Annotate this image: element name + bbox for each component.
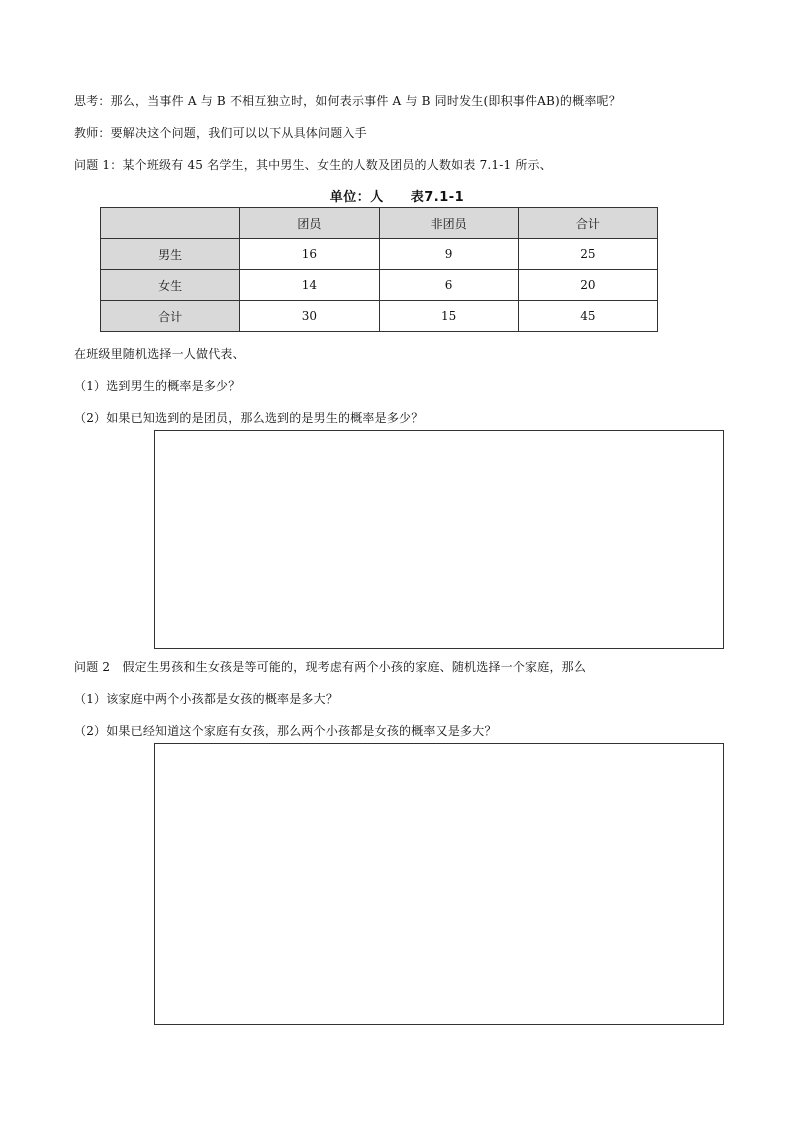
- problem1-lead: 在班级里随机选择一人做代表、: [74, 347, 245, 361]
- table-row-label: 合计: [101, 301, 240, 332]
- table-cell: 25: [518, 239, 657, 270]
- table-row: [101, 301, 658, 332]
- table-cell: 30: [240, 301, 379, 332]
- table-header-cell: 非团员: [379, 208, 518, 239]
- table-header-cell: 团员: [240, 208, 379, 239]
- table-cell: 16: [240, 239, 379, 270]
- problem2-question-1: （1）该家庭中两个小孩都是女孩的概率是多大？: [74, 692, 339, 706]
- think-paragraph: 思考：那么，当事件 A 与 B 不相互独立时，如何表示事件 A 与 B 同时发生(即积事件AB)的概率呢？: [74, 94, 621, 108]
- problem1-statement: 问题 1：某个班级有 45 名学生，其中男生、女生的人数及团员的人数如表 7.1-1 所示、: [74, 158, 552, 172]
- problem1-question-2: （2）如果已知选到的是团员，那么选到的是男生的概率是多少？: [74, 411, 424, 425]
- table-cell: 9: [379, 239, 518, 270]
- table-cell: 15: [379, 301, 518, 332]
- problem2-question-2: （2）如果已经知道这个家庭有女孩，那么两个小孩都是女孩的概率又是多大？: [74, 724, 497, 738]
- problem1-question-1: （1）选到男生的概率是多少？: [74, 379, 241, 393]
- teacher-paragraph: 教师：要解决这个问题，我们可以以下从具体问题入手: [74, 126, 367, 140]
- table-caption: 单位：人 表7.1-1: [329, 190, 465, 205]
- table-row-label: 女生: [101, 270, 240, 301]
- table-cell: 20: [518, 270, 657, 301]
- answer-box-problem1[interactable]: [154, 430, 724, 649]
- table-row: [101, 270, 658, 301]
- table-header-cell: 合计: [518, 208, 657, 239]
- table-row-label: 男生: [101, 239, 240, 270]
- problem2-statement: 问题 2 假定生男孩和生女孩是等可能的，现考虑有两个小孩的家庭、随机选择一个家庭，那么: [74, 660, 587, 674]
- table-cell: 6: [379, 270, 518, 301]
- student-table: [100, 207, 658, 332]
- table-header-cell: [101, 208, 240, 239]
- table-row: [101, 239, 658, 270]
- answer-box-problem2[interactable]: [154, 743, 724, 1025]
- table-cell: 45: [518, 301, 657, 332]
- table-cell: 14: [240, 270, 379, 301]
- table-header-row: [101, 208, 658, 239]
